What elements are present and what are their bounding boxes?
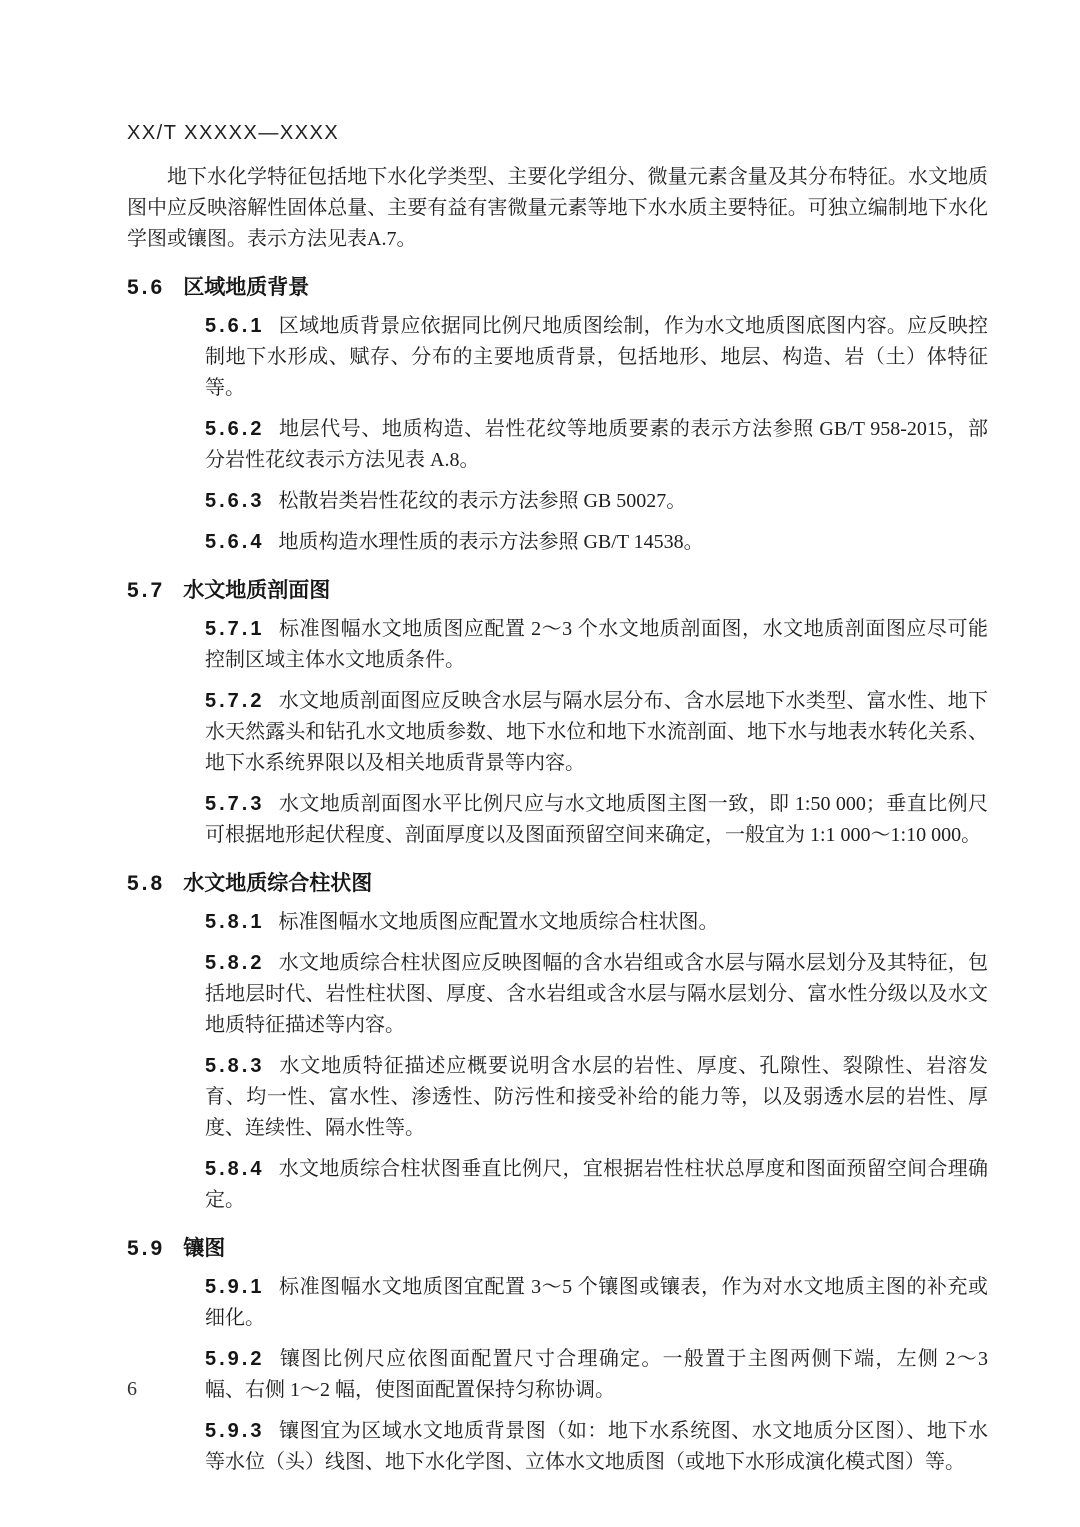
section-title: 镶图 <box>183 1237 226 1260</box>
section <box>127 577 988 851</box>
section-heading <box>127 870 988 897</box>
clause-text: 镶图比例尺应依图面配置尺寸合理确定。一般置于主图两侧下端，左侧 2～3 幅、右侧 1～2 幅，使图面配置保持匀称协调。 <box>205 1348 988 1401</box>
section <box>127 274 988 558</box>
clause-paragraph <box>205 414 988 476</box>
clause-paragraph <box>205 1272 988 1334</box>
clause-paragraph <box>205 311 988 404</box>
clause-text: 水文地质综合柱状图垂直比例尺，宜根据岩性柱状总厚度和图面预留空间合理确定。 <box>205 1158 988 1211</box>
clause-number: 5.9.2 <box>205 1348 265 1370</box>
clause-text: 地质构造水理性质的表示方法参照 GB/T 14538。 <box>278 531 704 553</box>
section-title: 水文地质剖面图 <box>183 579 331 602</box>
section-heading <box>127 1235 988 1262</box>
clause-text: 镶图宜为区域水文地质背景图（如：地下水系统图、水文地质分区图）、地下水等水位（头）线图、地下水化学图、立体水文地质图（或地下水形成演化模式图）等。 <box>205 1420 988 1473</box>
clause-number: 5.9.3 <box>205 1420 265 1442</box>
clause-paragraph <box>205 527 988 558</box>
clause-number: 5.6.2 <box>205 418 265 440</box>
clause-number: 5.7.3 <box>205 793 265 815</box>
clause-number: 5.6.1 <box>205 315 265 337</box>
clause-paragraph <box>205 1154 988 1216</box>
clause-number: 5.6.3 <box>205 490 265 512</box>
section-heading <box>127 274 988 301</box>
section-number: 5.7 <box>127 579 166 602</box>
section <box>127 870 988 1216</box>
clause-number: 5.7.1 <box>205 618 265 640</box>
clause-number: 5.8.3 <box>205 1055 265 1077</box>
clause-paragraph <box>205 907 988 938</box>
section-number: 5.8 <box>127 872 166 895</box>
clause-text: 标准图幅水文地质图应配置水文地质综合柱状图。 <box>278 911 719 933</box>
clause-text: 区域地质背景应依据同比例尺地质图绘制，作为水文地质图底图内容。应反映控制地下水形成、赋存、分布的主要地质背景，包括地形、地层、构造、岩（土）体特征等。 <box>205 315 988 399</box>
clause-text: 水文地质综合柱状图应反映图幅的含水岩组或含水层与隔水层划分及其特征，包括地层时代、岩性柱状图、厚度、含水岩组或含水层与隔水层划分、富水性分级以及水文地质特征描述等内容。 <box>205 952 988 1036</box>
section <box>127 1235 988 1478</box>
clause-number: 5.8.1 <box>205 911 265 933</box>
clause-paragraph <box>205 614 988 676</box>
clause-paragraph <box>205 686 988 779</box>
clause-paragraph <box>205 486 988 517</box>
intro-paragraph: 地下水化学特征包括地下水化学类型、主要化学组分、微量元素含量及其分布特征。水文地质图中应反映溶解性固体总量、主要有益有害微量元素等地下水水质主要特征。可独立编制地下水化学图或镶图。表示方法见表A.7。 <box>127 166 988 250</box>
clause-paragraph <box>205 1416 988 1478</box>
page-number: 6 <box>127 1378 137 1400</box>
standard-code-header: XX/T XXXXX—XXXX <box>127 122 340 144</box>
clause-text: 水文地质特征描述应概要说明含水层的岩性、厚度、孔隙性、裂隙性、岩溶发育、均一性、富水性、渗透性、防污性和接受补给的能力等，以及弱透水层的岩性、厚度、连续性、隔水性等。 <box>205 1055 988 1139</box>
clause-number: 5.8.2 <box>205 952 265 974</box>
clause-text: 水文地质剖面图水平比例尺应与水文地质图主图一致，即 1:50 000；垂直比例尺可根据地形起伏程度、剖面厚度以及图面预留空间来确定，一般宜为 1:1 000～1:10 000。 <box>205 793 988 846</box>
clause-paragraph <box>205 1051 988 1144</box>
clause-number: 5.9.1 <box>205 1276 265 1298</box>
clause-paragraph <box>205 948 988 1041</box>
clause-paragraph <box>205 789 988 851</box>
clause-number: 5.6.4 <box>205 531 265 553</box>
clause-number: 5.7.2 <box>205 690 265 712</box>
clause-text: 标准图幅水文地质图应配置 2～3 个水文地质剖面图，水文地质剖面图应尽可能控制区域主体水文地质条件。 <box>205 618 988 671</box>
clause-number: 5.8.4 <box>205 1158 265 1180</box>
clause-text: 松散岩类岩性花纹的表示方法参照 GB 50027。 <box>278 490 687 512</box>
section-number: 5.6 <box>127 276 166 299</box>
clause-text: 水文地质剖面图应反映含水层与隔水层分布、含水层地下水类型、富水性、地下水天然露头和钻孔水文地质参数、地下水位和地下水流剖面、地下水与地表水转化关系、地下水系统界限以及相关地质背景等内容。 <box>205 690 988 774</box>
section-number: 5.9 <box>127 1237 166 1260</box>
clause-paragraph <box>205 1344 988 1406</box>
clause-text: 地层代号、地质构造、岩性花纹等地质要素的表示方法参照 GB/T 958-2015，部分岩性花纹表示方法见表 A.8。 <box>205 418 988 471</box>
section-heading <box>127 577 988 604</box>
section-title: 区域地质背景 <box>183 276 310 299</box>
clause-text: 标准图幅水文地质图宜配置 3～5 个镶图或镶表，作为对水文地质主图的补充或细化。 <box>205 1276 988 1329</box>
section-title: 水文地质综合柱状图 <box>183 872 373 895</box>
